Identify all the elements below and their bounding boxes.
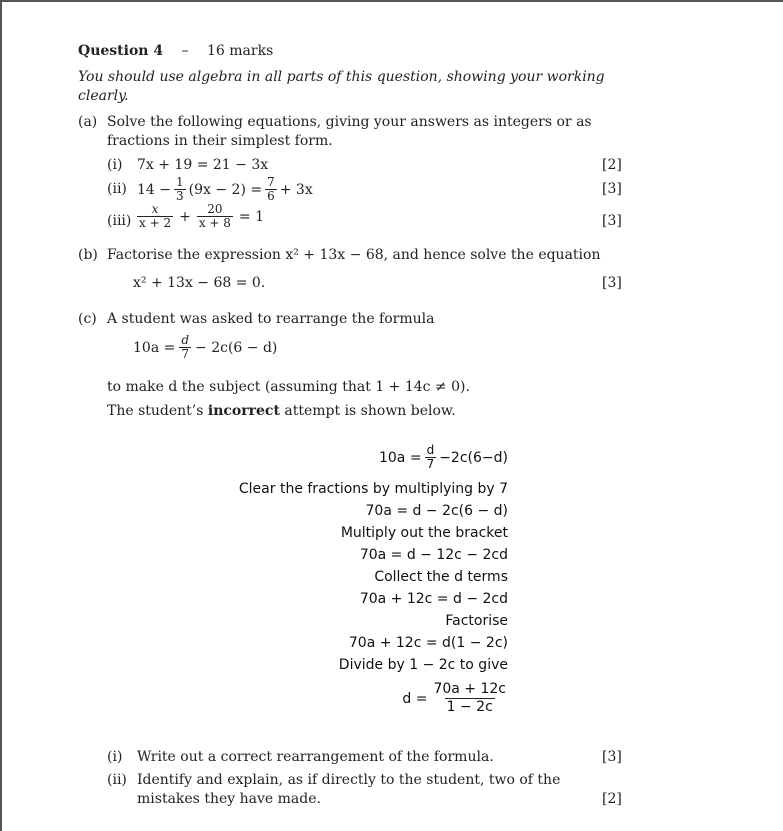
part-c-subject-text: to make d the subject (assuming that 1 + 14c ≠ 0). [107, 379, 470, 395]
question-label: Question 4 [78, 43, 164, 59]
part-a-iii-equation [137, 203, 264, 230]
hw-line-1 [100, 444, 508, 471]
hw-line-7: 70a + 12c = d − 2cd [359, 591, 508, 607]
fraction-numerator: x [151, 202, 159, 216]
hw-line-9: 70a + 12c = d(1 − 2c) [348, 635, 508, 651]
hw-line-8: Factorise [445, 613, 508, 629]
hw-line-4: Multiply out the bracket [340, 525, 508, 541]
hw-line-10: Divide by 1 − 2c to give [338, 657, 508, 673]
part-b-text: Factorise the expression x² + 13x − 68, and hence solve the equation [107, 247, 601, 263]
instruction-line-1: You should use algebra in all parts of this question, showing your working [78, 69, 605, 85]
part-a-ii-fraction-1 [174, 176, 186, 203]
fraction-denominator: 3 [176, 189, 184, 203]
fraction-denominator: 1 − 2c [446, 699, 493, 715]
part-a-ii-marks: [3] [602, 181, 622, 197]
header-dash: – [181, 43, 189, 59]
part-a-label: (a) [78, 114, 98, 130]
part-c-text: A student was asked to rearrange the formula [107, 311, 435, 327]
formula-lhs: 10a = [133, 339, 176, 356]
formula-rhs: − 2c(6 − d) [195, 339, 278, 356]
fraction-denominator: x + 2 [139, 216, 172, 230]
part-a-iii-plus: + [179, 208, 191, 225]
instruction-line-2: clearly. [78, 88, 129, 104]
part-a-ii-label: (ii) [107, 181, 127, 197]
part-a-iii-rhs: = 1 [238, 208, 265, 225]
page-left-border [0, 0, 2, 831]
part-c-ii-label: (ii) [107, 772, 127, 788]
part-c-i-text: Write out a correct rearrangement of the formula. [137, 749, 494, 765]
part-a-text-2: fractions in their simplest form. [107, 133, 333, 149]
part-b-marks: [3] [602, 275, 622, 291]
hw-line-5: 70a = d − 12c − 2cd [359, 547, 508, 563]
hw-final-fraction [431, 681, 508, 716]
hw-line-2: Clear the fractions by multiplying by 7 [238, 481, 508, 497]
question-header [78, 42, 273, 60]
part-a-iii-fraction-1 [137, 203, 173, 230]
hw-final-lhs: d = [402, 690, 428, 707]
attempt-end: attempt is shown below. [284, 403, 456, 419]
hw-line-1-fraction [425, 444, 437, 471]
part-c-attempt-text [107, 402, 456, 420]
part-c-formula [133, 334, 277, 361]
hw-final-line [100, 681, 508, 716]
fraction-numerator: d [426, 443, 435, 457]
part-b-equation: x² + 13x − 68 = 0. [133, 275, 266, 291]
fraction-numerator: d [181, 333, 190, 347]
part-a-i-label: (i) [107, 157, 123, 173]
attempt-intro: The student’s [107, 403, 204, 419]
part-c-ii-text-1: Identify and explain, as if directly to the student, two of the [137, 772, 561, 788]
fraction-numerator: 1 [176, 175, 184, 189]
attempt-bold: incorrect [207, 403, 280, 419]
part-a-ii-rhs: + 3x [279, 181, 313, 198]
part-a-i-equation: 7x + 19 = 21 − 3x [137, 157, 269, 173]
page-top-border [0, 0, 783, 2]
part-c-ii-marks: [2] [602, 791, 622, 807]
part-c-ii-text-2: mistakes they have made. [137, 791, 321, 807]
part-c-label: (c) [78, 311, 97, 327]
formula-fraction [179, 334, 191, 361]
question-marks: 16 marks [207, 43, 274, 59]
fraction-numerator: 20 [207, 202, 223, 216]
fraction-denominator: 6 [267, 189, 275, 203]
part-a-iii-fraction-2 [197, 203, 233, 230]
part-a-ii-equation [137, 176, 313, 203]
fraction-denominator: 7 [426, 457, 435, 471]
part-b-label: (b) [78, 247, 98, 263]
fraction-numerator: 70a + 12c [433, 681, 506, 697]
part-a-ii-mid: (9x − 2) = [188, 181, 263, 198]
fraction-denominator: x + 8 [198, 216, 231, 230]
part-a-iii-marks: [3] [602, 213, 622, 229]
part-a-iii-label: (iii) [107, 213, 132, 229]
hw-line-3: 70a = d − 2c(6 − d) [365, 503, 508, 519]
fraction-denominator: 7 [181, 347, 189, 361]
fraction-numerator: 7 [267, 175, 275, 189]
part-a-i-marks: [2] [602, 157, 622, 173]
hw-line-1-lhs: 10a = [378, 449, 422, 466]
hw-line-6: Collect the d terms [374, 569, 508, 585]
part-a-text-1: Solve the following equations, giving your answers as integers or as [107, 114, 592, 130]
part-c-i-marks: [3] [602, 749, 622, 765]
hw-line-1-rhs: −2c(6−d) [439, 449, 508, 466]
part-a-ii-lhs: 14 − [137, 181, 171, 198]
part-c-i-label: (i) [107, 749, 123, 765]
part-a-ii-fraction-2 [265, 176, 277, 203]
